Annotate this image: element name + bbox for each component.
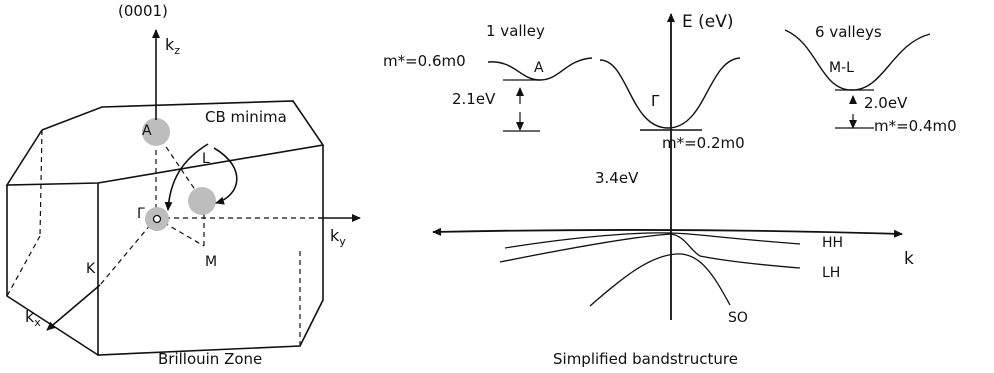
valley-center-gap: 3.4eV — [595, 169, 639, 187]
kz-letter: k — [165, 35, 175, 54]
valley-right-mass: m*=0.4m0 — [874, 117, 957, 135]
kz-subscript: z — [174, 44, 181, 57]
energy-axis-label: E (eV) — [682, 12, 734, 32]
valley-gamma-curve — [600, 58, 740, 128]
light-hole-band — [500, 234, 800, 268]
k-axis-label: k — [904, 249, 914, 269]
gamma-point-marker — [154, 216, 161, 223]
ky-subscript: y — [339, 235, 346, 248]
ky-letter: k — [330, 226, 340, 245]
hidden-edges — [7, 130, 318, 346]
point-L-label: L — [202, 151, 210, 167]
direction-label: (0001) — [118, 2, 168, 20]
valley-center-point: Γ — [651, 92, 660, 110]
brillouin-caption: Brillouin Zone — [158, 350, 263, 368]
bandstructure-caption: Simplified bandstructure — [553, 350, 738, 368]
heavy-hole-label: HH — [822, 235, 844, 251]
kx-axis — [47, 285, 100, 330]
kz-label — [165, 35, 180, 57]
valley-center-mass: m*=0.2m0 — [662, 134, 745, 152]
valley-right-point: M-L — [829, 60, 854, 76]
point-M-label: M — [205, 254, 218, 270]
light-hole-label: LH — [822, 265, 841, 281]
brillouin-zone-panel — [7, 2, 360, 368]
ky-label — [330, 226, 346, 248]
split-off-band — [590, 254, 730, 306]
valley-left-title: 1 valley — [486, 22, 545, 40]
valley-left-mass: m*=0.6m0 — [383, 52, 466, 70]
cb-minimum-L — [188, 187, 216, 215]
kx-subscript: x — [34, 316, 41, 329]
valley-right-title: 6 valleys — [815, 23, 882, 41]
valley-right-gap: 2.0eV — [864, 94, 908, 112]
point-A-label: A — [142, 123, 152, 139]
kx-label — [25, 307, 41, 329]
valley-left-point: A — [534, 60, 544, 76]
kx-letter: k — [25, 307, 35, 326]
cb-minima-arrow-to-L — [214, 148, 237, 203]
bandstructure-panel — [383, 12, 957, 368]
valley-left-gap: 2.1eV — [452, 90, 496, 108]
point-gamma-label: Γ — [137, 206, 145, 222]
point-K-label: K — [86, 261, 96, 277]
cb-minima-label: CB minima — [205, 108, 287, 126]
split-off-label: SO — [728, 310, 748, 326]
